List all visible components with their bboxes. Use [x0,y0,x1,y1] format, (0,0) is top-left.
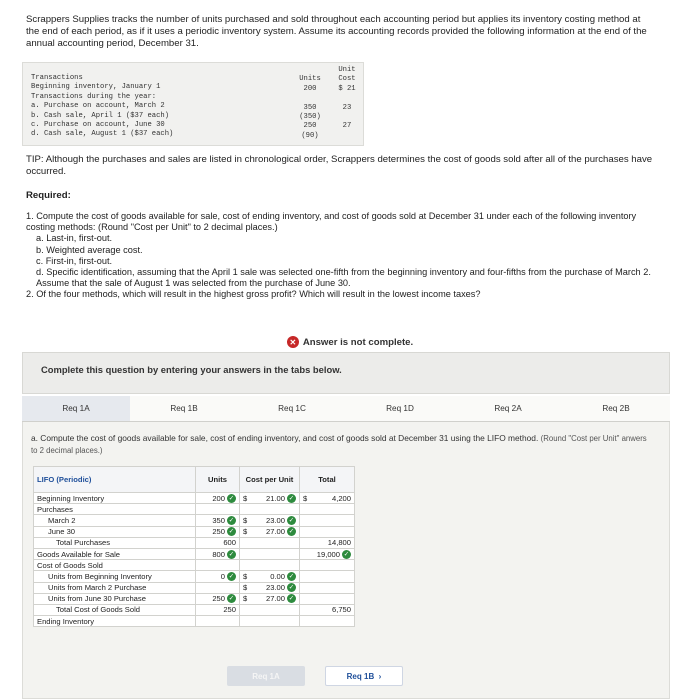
tab-req-2b[interactable]: Req 2B [562,396,670,421]
requirement-tabs [22,396,670,422]
check-icon: ✓ [288,572,295,580]
required-c: c. First-in, first-out. [36,255,113,266]
check-icon: ✓ [228,550,235,558]
total-input[interactable] [300,616,355,627]
required-q1: 1. Compute the cost of goods available for sale, cost of ending inventory, and cost of goods sold at December 31 under each of the following inventory costing methods: (Round "Cost per Unit" to 2 decimal places.) [26,211,637,233]
required-q2: 2. Of the four methods, which will result in the highest gross profit? Which will result in the lowest income taxes? [26,289,481,300]
total-input[interactable] [300,593,355,604]
units-value: 250 [223,605,236,615]
units-input[interactable] [196,582,240,593]
units-value: 800 [212,549,225,559]
transaction-label: Transactions during the year: [31,92,157,101]
units-value: 250 [212,527,225,537]
transaction-label: c. Purchase on account, June 30 [31,121,165,130]
units-value: 200 [212,493,225,503]
tab-req-1b[interactable]: Req 1B [130,396,238,421]
total-input[interactable] [300,515,355,526]
total-input[interactable] [300,548,355,559]
required-heading: Required: [26,190,71,201]
tab-req-1c[interactable]: Req 1C [238,396,346,421]
table-row [34,515,355,526]
header-label: LIFO (Periodic) [34,467,196,493]
check-icon: ✓ [288,516,295,524]
check-icon: ✓ [288,528,295,536]
check-icon: ✓ [288,494,295,502]
header-total: Total [300,467,355,493]
total-value: 19,000 [316,549,340,559]
check-icon: ✓ [228,572,235,580]
problem-intro: Scrappers Supplies tracks the number of units purchased and sold throughout each accounting period but applies its inventory costing method at the end of each period, as if it uses a periodic inventory system. Assume its accounting records provided the following information at the end of the annual accounting period, December 31. [26,14,647,49]
transaction-units: (350) [299,113,321,122]
row-label: Total Cost of Goods Sold [34,604,196,615]
units-value: 350 [212,515,225,525]
table-row [34,560,355,571]
required-b: b. Weighted average cost. [36,244,143,255]
cost-input[interactable] [240,548,300,559]
table-row [34,504,355,515]
check-icon: ✓ [228,516,235,524]
cost-input[interactable] [240,582,300,593]
cost-value: 27.00 [265,527,285,537]
dollar-sign: $ [243,583,248,593]
cost-input[interactable] [240,504,300,515]
cost-input[interactable] [240,526,300,537]
total-input[interactable] [300,604,355,615]
cost-value: 27.00 [265,594,285,604]
transaction-label: b. Cash sale, April 1 ($37 each) [31,111,170,120]
table-row [34,537,355,548]
check-icon: ✓ [228,494,235,502]
prev-tab-label: Req 1A [252,671,280,681]
check-icon: ✓ [343,550,350,558]
table-row [34,548,355,559]
units-input[interactable] [196,493,240,504]
required-a: a. Last-in, first-out. [36,233,113,244]
transactions-labels [31,66,173,140]
transaction-units: 200 [303,84,317,93]
cost-value: 23.00 [265,583,285,593]
transaction-cost: 27 [342,122,352,131]
dollar-sign: $ [243,515,248,525]
transaction-units: 250 [303,122,317,131]
subquestion [31,433,651,456]
table-row [34,571,355,582]
units-value: 600 [223,538,236,548]
table-row [34,493,355,504]
row-label: March 2 [34,515,196,526]
transaction-cost: $ 21 [338,84,356,93]
row-label: Ending Inventory [34,616,196,627]
transactions-box [22,62,364,146]
subquestion-round-note: (Round "Cost per Unit" anwers to 2 decimal places.) [31,434,647,455]
tab-req-1d[interactable]: Req 1D [346,396,454,421]
units-value: 0 [220,571,225,581]
units-input[interactable] [196,548,240,559]
dollar-sign: $ [243,493,248,503]
tab-content [22,422,670,699]
units-input[interactable] [196,604,240,615]
transactions-units-column [293,66,327,141]
cost-input[interactable] [240,515,300,526]
transaction-label: a. Purchase on account, March 2 [31,102,165,111]
next-tab-label: Req 1B [346,671,375,681]
row-label: Total Purchases [34,537,196,548]
prev-tab-button[interactable] [227,666,305,686]
total-value: 4,200 [331,493,351,503]
units-header: Units [299,75,321,84]
required-d: d. Specific identification, assuming that the April 1 sale was selected one-fifth from the beginning inventory and four-fifths from the purchase of March 2. Assume that the sale of August 1 was selected from the purchase of June 30. [36,267,651,289]
units-input[interactable] [196,526,240,537]
cost-input[interactable] [240,616,300,627]
answer-status [0,331,700,353]
check-icon: ✓ [228,528,235,536]
check-icon: ✓ [288,584,295,592]
units-input[interactable] [196,616,240,627]
dollar-sign: $ [303,493,308,503]
total-input[interactable] [300,582,355,593]
tip-text: TIP: Although the purchases and sales are listed in chronological order, Scrappers determines the cost of goods sold after all of the purchases have occurred. [26,154,653,177]
total-input[interactable] [300,537,355,548]
transaction-label: Beginning inventory, January 1 [31,83,161,92]
lifo-table [33,466,355,627]
header-units: Units [196,467,240,493]
transactions-header: Transactions [31,74,83,82]
row-label: Units from June 30 Purchase [34,593,196,604]
subquestion-text: a. Compute the cost of goods available for sale, cost of ending inventory, and cost of goods sold at December 31 using the LIFO method. [31,433,539,443]
row-label: June 30 [34,526,196,537]
unit-cost-header-2: Cost [338,75,356,84]
total-input[interactable] [300,526,355,537]
table-row [34,604,355,615]
cost-input[interactable] [240,604,300,615]
cost-input[interactable] [240,560,300,571]
units-input[interactable] [196,571,240,582]
total-input[interactable] [300,504,355,515]
row-label: Units from Beginning Inventory [34,571,196,582]
units-input[interactable] [196,560,240,571]
total-value: 6,750 [331,605,351,615]
cost-input[interactable] [240,537,300,548]
cost-value: 21.00 [265,493,285,503]
units-input[interactable] [196,593,240,604]
unit-cost-header-1: Unit [338,66,356,74]
chevron-right-icon: › [378,671,382,681]
total-input[interactable] [300,560,355,571]
table-row [34,593,355,604]
transactions-cost-column [333,66,361,132]
total-input[interactable] [300,493,355,504]
table-row [34,582,355,593]
cost-input[interactable] [240,493,300,504]
units-value: 250 [212,594,225,604]
transaction-units: (90) [301,131,319,140]
row-label: Beginning Inventory [34,493,196,504]
transaction-units: 350 [303,103,317,112]
total-value: 14,800 [327,538,351,548]
cost-input[interactable] [240,593,300,604]
answer-status-text: Answer is not complete. [302,336,414,348]
check-icon: ✓ [228,595,235,603]
total-input[interactable] [300,571,355,582]
tab-req-2a[interactable]: Req 2A [454,396,562,421]
lifo-table-body [34,493,355,627]
row-label: Units from March 2 Purchase [34,582,196,593]
row-label: Goods Available for Sale [34,548,196,559]
cost-input[interactable] [240,571,300,582]
table-row [34,526,355,537]
row-label: Cost of Goods Sold [34,560,196,571]
units-input[interactable] [196,515,240,526]
units-input[interactable] [196,504,240,515]
transaction-label: d. Cash sale, August 1 ($37 each) [31,130,174,139]
instructions-text: Complete this question by entering your answers in the tabs below. [41,364,342,375]
next-tab-button[interactable] [325,666,403,686]
transaction-cost: 23 [342,103,352,112]
table-row [34,616,355,627]
cost-value: 0.00 [270,571,285,581]
instructions-box [22,352,670,394]
header-cost: Cost per Unit [240,467,300,493]
dollar-sign: $ [243,594,248,604]
units-input[interactable] [196,537,240,548]
dollar-sign: $ [243,527,248,537]
table-header-row [34,467,355,493]
check-icon: ✓ [288,595,295,603]
dollar-sign: $ [243,571,248,581]
row-label: Purchases [34,504,196,515]
tab-req-1a[interactable]: Req 1A [22,396,130,421]
required-list [26,211,656,301]
cost-value: 23.00 [265,515,285,525]
error-x-icon: ✕ [287,336,299,348]
